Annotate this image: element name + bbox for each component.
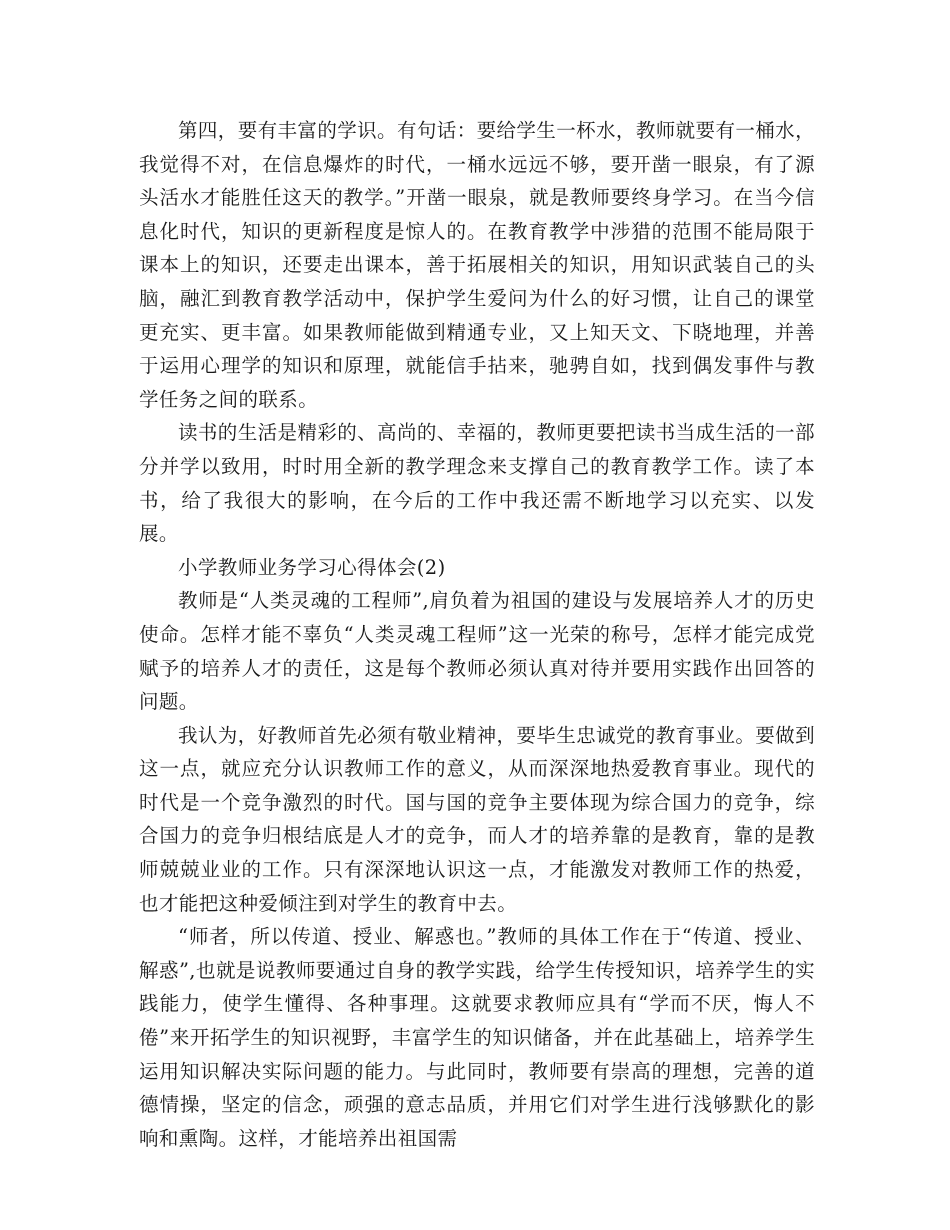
- paragraph-dedication: 我认为，好教师首先必须有敬业精神，要毕生忠诚党的教育事业。要做到这一点，就应充分认识教师工作的意义，从而深深地热爱教育事业。现代的时代是一个竞争激烈的时代。国与国的竞争主要体现为综合国力的竞争，综合国力的竞争归根结底是人才的竞争，而人才的培养靠的是教育，靠的是教师兢兢业业的工作。只有深深地认识这一点，才能激发对教师工作的热爱，也才能把这种爱倾注到对学生的教育中去。: [139, 723, 815, 915]
- paragraph-reading: 读书的生活是精彩的、高尚的、幸福的，教师更要把读书当成生活的一部分并学以致用，时时用全新的教学理念来支撑自己的教育教学工作。读了本书，给了我很大的影响，在今后的工作中我还需不断地学习以充实、以发展。: [139, 421, 815, 546]
- paragraph-teaching-duty: “师者，所以传道、授业、解惑也。”教师的具体工作在于“传道、授业、解惑”,也就是说教师要通过自身的教学实践，给学生传授知识，培养学生的实践能力，使学生懂得、各种事理。这就要求教师应具有“学而不厌，悔人不倦”来开拓学生的知识视野，丰富学生的知识储备，并在此基础上，培养学生运用知识解决实际问题的能力。与此同时，教师要有崇高的理想，完善的道德情操，坚定的信念，顽强的意志品质，并用它们对学生进行浅够默化的影响和熏陶。这样，才能培养出祖国需: [139, 925, 815, 1150]
- section-heading: 小学教师业务学习心得体会(2): [178, 555, 446, 579]
- document-body: [139, 114, 815, 1155]
- paragraph-teacher-role: 教师是“人类灵魂的工程师”,肩负着为祖国的建设与发展培养人才的历史使命。怎样才能不辜负“人类灵魂工程师”这一光荣的称号，怎样才能完成党赋予的培养人才的责任，这是每个教师必须认真对待并要用实践作出回答的问题。: [139, 589, 815, 714]
- paragraph-learning: 第四，要有丰富的学识。有句话：要给学生一杯水，教师就要有一桶水，我觉得不对，在信息爆炸的时代，一桶水远远不够，要开凿一眼泉，有了源头活水才能胜任这天的教学。”开凿一眼泉，就是教师要终身学习。在当今信息化时代，知识的更新程度是惊人的。在教育教学中涉猎的范围不能局限于课本上的知识，还要走出课本，善于拓展相关的知识，用知识武装自己的头脑，融汇到教育教学活动中，保护学生爱问为什么的好习惯，让自己的课堂更充实、更丰富。如果教师能做到精通专业，又上知天文、下晓地理，并善于运用心理学的知识和原理，就能信手拈来，驰骋自如，找到偶发事件与教学任务之间的联系。: [139, 119, 815, 411]
